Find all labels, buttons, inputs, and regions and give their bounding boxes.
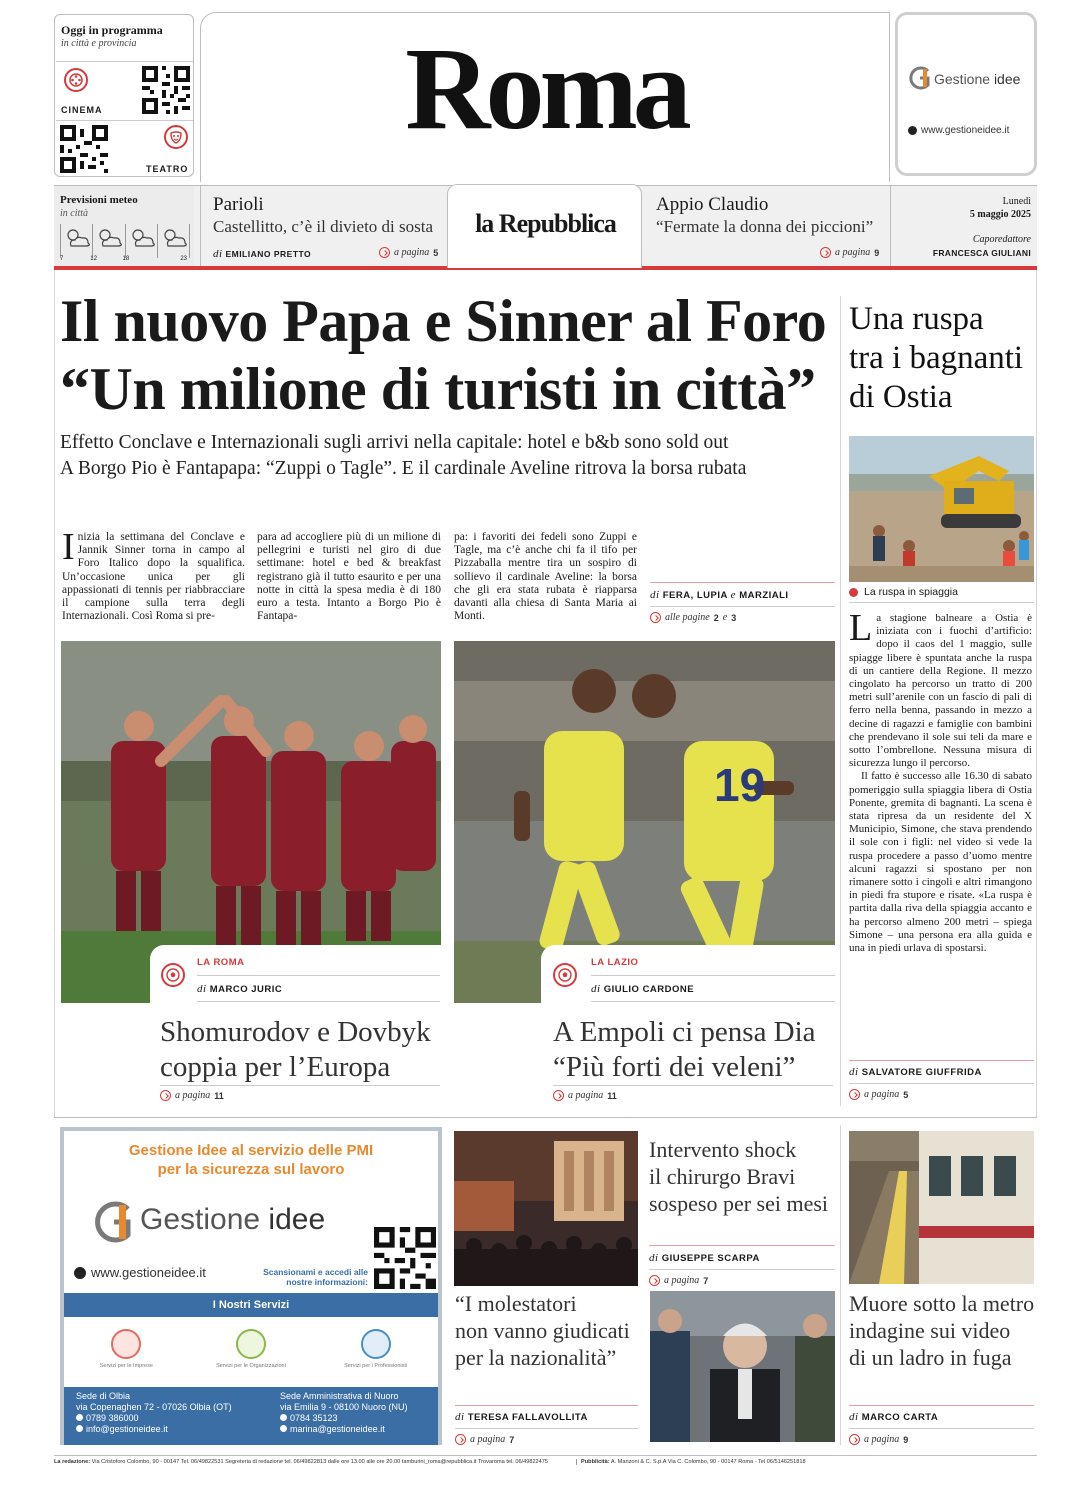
globe-icon (908, 126, 917, 135)
ad-bottom-url[interactable]: www.gestioneidee.it (74, 1265, 206, 1280)
teaser-appio-kicker: Appio Claudio (656, 194, 769, 215)
teaser-parioli-byline: di EMILIANO PRETTO (213, 248, 312, 260)
ad-qr-code[interactable] (374, 1227, 436, 1289)
ad-bottom-scan: Scansionami e accedi alle nostre informazioni: (263, 1267, 368, 1287)
lead-byline: di FERA, LUPIA e MARZIALI (650, 589, 789, 601)
meteo-box (54, 186, 194, 266)
ad-top[interactable] (895, 12, 1037, 176)
football-icon (161, 963, 185, 987)
main-frame (54, 270, 55, 1118)
teaser-parioli[interactable] (200, 186, 445, 266)
ad-bottom[interactable] (60, 1127, 442, 1445)
ostia-pageref[interactable]: a pagina 5 (849, 1089, 908, 1100)
arrow-right-icon (650, 612, 661, 623)
ostia-headline[interactable]: Una ruspa tra i bagnanti di Ostia (849, 301, 1024, 415)
partly-cloudy-icon (63, 226, 93, 250)
ad-services-bar (64, 1293, 438, 1317)
lazio-title[interactable]: A Empoli ci pensa Dia “Più forti dei veleni” (553, 1016, 816, 1083)
arrow-right-icon (849, 1434, 860, 1445)
partly-cloudy-icon (128, 226, 158, 250)
gestione-logo-icon (88, 1199, 140, 1245)
shirt-number: 19 (714, 759, 766, 811)
gear-icon (236, 1329, 266, 1359)
chirurgo-title[interactable]: Intervento shock il chirurgo Bravi sospeso per sei mesi (649, 1137, 829, 1216)
roma-card[interactable] (150, 945, 442, 1108)
meteo-slot: 23 (157, 224, 190, 258)
lead-col-3: pa: i favoriti dei fedeli sono Zuppi e Tagle, ma c’è anche chi fa il tifo per Pizzaballa mentre tira un sospiro di sollievo il cardinale Aveline: la borsa che gli era stata rubata è riapparsa davanti alla chiesa di Santa Maria ai Monti. (454, 531, 637, 623)
ostia-photo[interactable] (849, 436, 1034, 582)
meteo-slot: 12 (92, 224, 124, 258)
ostia-byline: di SALVATORE GIUFFRIDA (849, 1066, 982, 1078)
football-icon (553, 963, 577, 987)
lead-headline-2[interactable]: “Un milione di turisti in città” (60, 356, 816, 422)
lead-col-1: Inizia la settimana del Conclave e Jannik Sinner torna in campo al Foro Italico dopo la squalifica. Un’occasione unica per gli appassionati di tennis per riabbracciare il campione sulla terra degli Internazionali. Così Roma si pre- (62, 526, 245, 623)
molestatori-byline: di TERESA FALLAVOLLITA (455, 1411, 588, 1423)
dateline-name: FRANCESCA GIULIANI (932, 248, 1031, 258)
ad-services (64, 1321, 438, 1385)
metro-pageref[interactable]: a pagina 9 (849, 1434, 908, 1445)
teaser-parioli-pageref[interactable]: a pagina 5 (379, 247, 438, 258)
drop-cap: L (849, 607, 873, 649)
lead-col-2: para ad accogliere più di un milione di pellegrini e turisti nel giro di due settimane: hotel e bed & breakfast registrano già il tutto esaurito e per una notte in città la spesa media è di 180 euro a testa. Intanto a Borgo Pio è Fantapa- (257, 531, 441, 623)
gestione-logo-icon (906, 65, 934, 91)
masthead-box (200, 12, 890, 182)
ad-bottom-brand: Gestione idee (140, 1203, 326, 1236)
teatro-label: TEATRO (146, 164, 189, 174)
cinema-item[interactable] (56, 62, 193, 120)
ostia-caption: La ruspa in spiaggia (849, 586, 958, 598)
meteo-slot: 18 (125, 224, 157, 258)
molestatori-pageref[interactable]: a pagina 7 (455, 1434, 514, 1445)
meteo-slots (60, 224, 190, 262)
mail-icon (280, 1425, 287, 1432)
programma-subtitle: in città e provincia (61, 38, 137, 49)
camera-icon (849, 588, 858, 597)
partly-cloudy-icon (160, 226, 190, 250)
ad-service[interactable]: Servizi per le Imprese (71, 1321, 181, 1385)
lazio-pageref[interactable]: a pagina 11 (553, 1090, 617, 1101)
teaser-appio-title: “Fermate la donna dei piccioni” (656, 217, 874, 236)
arrow-right-icon (379, 247, 390, 258)
chirurgo-photo[interactable] (650, 1291, 835, 1442)
roma-byline: di MARCO JURIC (197, 983, 283, 995)
ad-top-brand: Gestione idee (934, 71, 1021, 87)
dateline-role: Caporedattore (972, 234, 1031, 245)
lazio-card[interactable] (541, 945, 835, 1108)
newspaper-logo[interactable]: la Repubblica (475, 209, 616, 238)
metro-byline: di MARCO CARTA (849, 1411, 939, 1423)
dateline-day: Lunedì (1002, 196, 1031, 207)
teaser-appio-pageref[interactable]: a pagina 9 (820, 247, 879, 258)
ad-office-1: Sede di Olbia via Copenaghen 72 - 07026 Olbia (OT) 0789 386000 info@gestioneidee.it (76, 1391, 232, 1434)
drop-cap: I (62, 526, 75, 568)
lazio-byline: di GIULIO CARDONE (591, 983, 695, 995)
phone-icon (76, 1414, 83, 1421)
lead-pageref[interactable]: alle pagine 2 e 3 (650, 612, 736, 623)
teaser-appio[interactable] (644, 186, 890, 266)
roma-section: LA ROMA (197, 957, 245, 968)
film-reel-icon (64, 68, 88, 92)
masthead-title[interactable]: Roma (405, 23, 687, 154)
arrow-right-icon (649, 1275, 660, 1286)
ad-top-url[interactable]: www.gestioneidee.it (908, 125, 1009, 136)
molestatori-photo[interactable] (454, 1131, 638, 1286)
ad-offices (64, 1387, 438, 1445)
main-frame-right (1036, 270, 1037, 1118)
teaser-parioli-title: Castellitto, c’è il divieto di sosta (213, 217, 434, 236)
metro-photo[interactable] (849, 1131, 1034, 1284)
arrow-right-icon (849, 1089, 860, 1100)
footer-redazione: La redazione: Via Cristoforo Colombo, 90 - 00147 Tel. 06/49822531 Segreteria di redazione tel. 06/49822813 dalle ore 13.00 alle ore 20.00 tamburini_roma@repubblica.it Trovaroma tel. 06/49822475 (54, 1459, 549, 1465)
arrow-right-icon (455, 1434, 466, 1445)
footer-pubblicita: Pubblicità: A. Manzoni & C. S.p.A Via C. Colombo, 90 - 00147 Roma - Tel 06/5146251818 (576, 1459, 806, 1465)
mail-icon (76, 1425, 83, 1432)
arrow-right-icon (160, 1090, 171, 1101)
dateline-date: 5 maggio 2025 (969, 209, 1031, 220)
teaser-parioli-kicker: Parioli (213, 194, 264, 215)
programma-title: Oggi in programma (61, 23, 163, 37)
roma-title[interactable]: Shomurodov e Dovbyk coppia per l’Europa (160, 1016, 431, 1083)
globe-icon (74, 1267, 86, 1279)
dateline (890, 186, 1037, 266)
meteo-slot: 7 (60, 224, 92, 258)
presentation-icon (361, 1329, 391, 1359)
teatro-item[interactable] (56, 121, 193, 177)
lead-deck-1: Effetto Conclave e Internazionali sugli arrivi nella capitale: hotel e b&b sono sold out (60, 432, 729, 453)
molestatori-title[interactable]: “I molestatori non vanno giudicati per la nazionalità” (455, 1291, 630, 1370)
theater-mask-icon (164, 125, 188, 149)
ad-services-title: I Nostri Servizi (212, 1299, 290, 1311)
roma-pageref[interactable]: a pagina 11 (160, 1090, 224, 1101)
chirurgo-pageref[interactable]: a pagina 7 (649, 1275, 708, 1286)
metro-title[interactable]: Muore sotto la metro indagine sui video di un ladro in fuga (849, 1291, 1035, 1370)
lead-deck-2: A Borgo Pio è Fantapapa: “Zuppi o Tagle”. E il cardinale Aveline ritrova la borsa rubata (60, 458, 747, 479)
cinema-label: CINEMA (61, 105, 103, 115)
teatro-qr-code[interactable] (60, 125, 108, 173)
lazio-section: LA LAZIO (591, 957, 639, 968)
ad-service[interactable]: Servizi per i Professionisti (321, 1321, 431, 1385)
ostia-body: La stagione balneare a Ostia è iniziata con i fuochi d’artificio: dopo il caos del 1 maggio, sulle spiagge libere è spuntata anche la ruspa di un cantiere della Regione. Il mezzo cingolato ha percorso un tratto di 200 metri sull’arenile con un fascio di pali di ferro nella benna, passando in mezzo a decine di ragazzi e famiglie con bambini che prendevano il sole sui teli da mare e sotto l’ombrellone. Nessuna misura di sicurezza lungo il percorso. Il fatto è successo alle 16.30 di sabato pomeriggio sulla spiaggia libera di Ostia Ponente, gremita di bagnanti. La scena è stata ripresa da un residente del X Municipio, Simone, che stava prendendo il sole con i figli: nel video si vede la ruspa procedere a passo d’uomo mentre alcuni ragazzi si spostano per non rimanere sotto i cingoli e altri rimangono in piedi fra stupore e risate. «La ruspa è partita dalla riva della spiaggia accanto e ha percorso almeno 200 metri – spiega Simone – una persona era alla guida e una in piedi urlava di spostarsi. (849, 607, 1032, 955)
meteo-subtitle: in città (60, 208, 89, 219)
lead-headline-1[interactable]: Il nuovo Papa e Sinner al Foro (60, 288, 827, 354)
cinema-qr-code[interactable] (142, 66, 190, 114)
meteo-title: Previsioni meteo (60, 194, 138, 206)
partly-cloudy-icon (95, 226, 125, 250)
chirurgo-byline: di GIUSEPPE SCARPA (649, 1252, 760, 1264)
company-icon (111, 1329, 141, 1359)
ad-service[interactable]: Servizi per le Organizzazioni (196, 1321, 306, 1385)
ad-office-2: Sede Amministrativa di Nuoro via Emilia 9 - 08100 Nuoro (NU) 0784 35123 marina@gestioneidee.it (280, 1391, 408, 1434)
phone-icon (280, 1414, 287, 1421)
newspaper-logo-box (447, 184, 642, 268)
arrow-right-icon (553, 1090, 564, 1101)
ad-bottom-headline: Gestione Idee al servizio delle PMI per la sicurezza sul lavoro (128, 1142, 374, 1178)
section-divider (54, 1117, 1037, 1118)
arrow-right-icon (820, 247, 831, 258)
programma-box (54, 14, 194, 177)
